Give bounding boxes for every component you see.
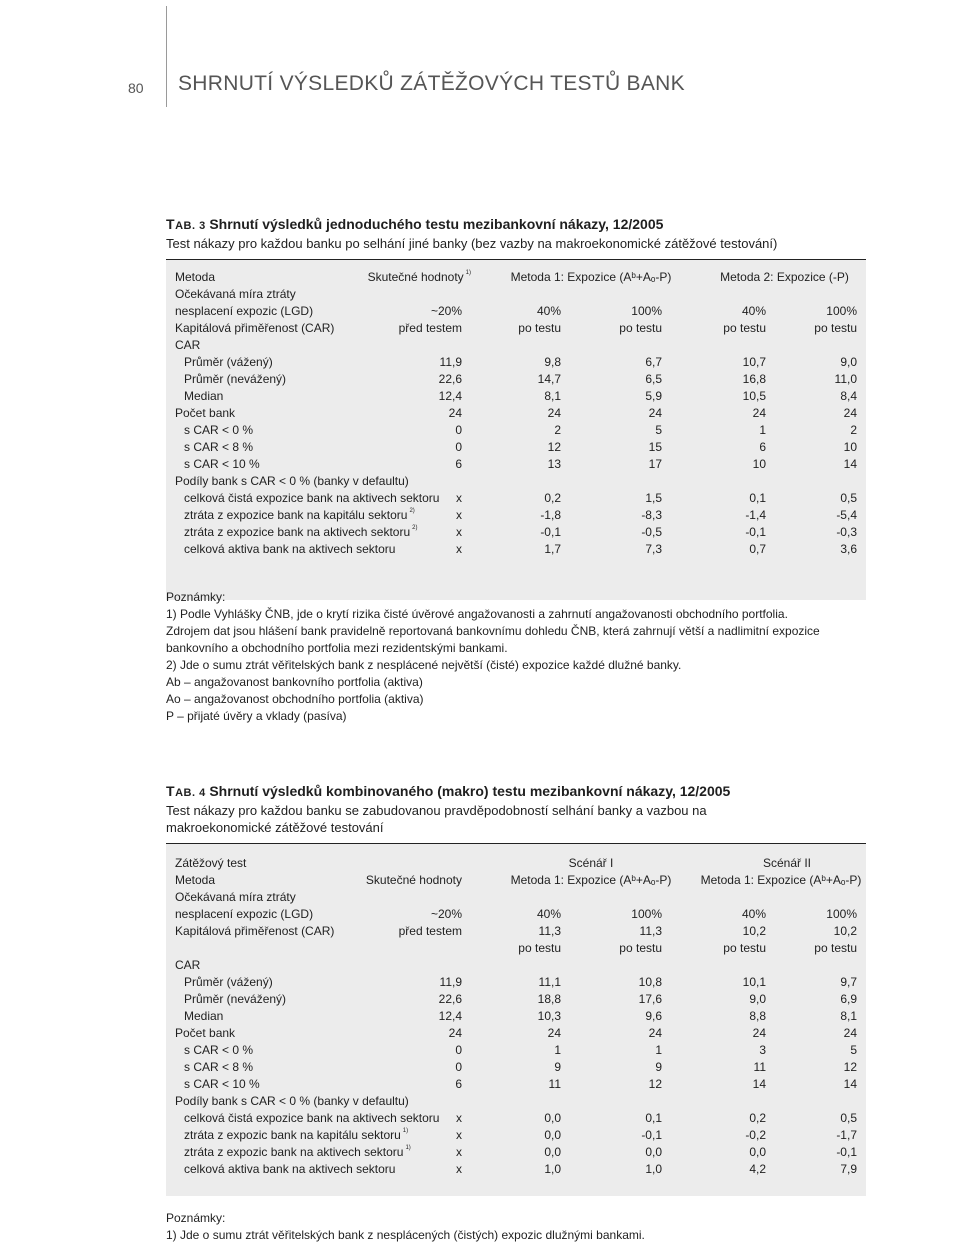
cell-value: 9,7 <box>840 975 857 989</box>
cell-value: x <box>456 491 462 505</box>
cell-value: 10,5 <box>742 389 766 403</box>
table-row <box>166 506 866 523</box>
col-actual-label: Skutečné hodnoty <box>365 873 462 887</box>
tab4-table <box>166 843 866 1196</box>
cell-value: 10,3 <box>537 1009 561 1023</box>
col-actual-label: Skutečné hodnoty $^{1)}$ <box>367 270 471 284</box>
cell-value: 9,6 <box>645 1009 662 1023</box>
tab4-header-row-car <box>166 922 866 939</box>
cell-value: 11,1 <box>538 975 561 989</box>
cell-value: 0,0 <box>645 1145 662 1159</box>
col-method-label: Metoda <box>175 873 216 887</box>
row-label: ztráta z expozic bank na aktivech sektoru $^{1)}$ <box>184 1145 411 1159</box>
row-label: Počet bank <box>175 406 236 420</box>
cell-value: 14 <box>843 1077 857 1091</box>
row-label: Průměr (nevážený) <box>184 372 287 386</box>
lgd-label-2: nesplacení expozic (LGD) <box>175 907 314 921</box>
cell-value: 0 <box>455 423 462 437</box>
cell-value: 0,1 <box>645 1111 662 1125</box>
cell-value: 0,1 <box>749 491 766 505</box>
cell-value: 18,8 <box>537 992 561 1006</box>
tab3-header-row-method <box>166 268 866 285</box>
cell-value: 9,0 <box>749 992 766 1006</box>
tab4-header-row-po-testu <box>166 939 866 956</box>
table-row <box>166 956 866 973</box>
car-state: po testu <box>518 941 561 955</box>
note-line: 1) Podle Vyhlášky ČNB, jde o krytí rizika čisté úvěrové angažovanosti a zahrnutí angažovanosti obchodního portfolia. <box>166 607 788 621</box>
tab4-label: TAB. 4 <box>166 783 206 799</box>
cell-value: 24 <box>547 1026 561 1040</box>
table-row <box>166 472 866 489</box>
table-row <box>166 1143 866 1160</box>
col-method1-label: Metoda 1: Expozice (Aᵇ+Aₒ-P) <box>700 873 862 887</box>
tab4-subtitle-1: Test nákazy pro každou banku se zabudovanou pravděpodobností selhání banky a vazbou na <box>166 803 707 818</box>
lgd-value: 100% <box>631 304 662 318</box>
cell-value: -1,4 <box>745 508 766 522</box>
note-line: bankovního a obchodního portfolia mezi rezidentskými bankami. <box>166 641 508 655</box>
tab3-header-row-lgd2 <box>166 302 866 319</box>
cell-value: 14 <box>752 1077 766 1091</box>
stress-test-label: Zátěžový test <box>175 856 247 870</box>
car-value: 11,3 <box>538 924 561 938</box>
row-label: CAR <box>175 958 201 972</box>
tab3-caption <box>166 216 866 252</box>
table-row <box>166 404 866 421</box>
note-line: Zdrojem dat jsou hlášení bank pravidelně reportovaná bankovnímu dohledu ČNB, která zahrnují větší a nadlimitní expozice <box>166 624 820 638</box>
lgd-value: 40% <box>536 304 561 318</box>
car-state: před testem <box>398 321 462 335</box>
cell-value: 3 <box>759 1043 766 1057</box>
cell-value: 0,5 <box>840 491 857 505</box>
cell-value: 15 <box>648 440 662 454</box>
car-value: 11,3 <box>639 924 662 938</box>
cell-value: -1,8 <box>540 508 561 522</box>
cell-value: 4,2 <box>749 1162 766 1176</box>
cell-value: 11 <box>548 1077 561 1091</box>
cell-value: 22,6 <box>438 372 462 386</box>
row-label: s CAR < 10 % <box>184 1077 260 1091</box>
cell-value: 11,0 <box>834 372 857 386</box>
cell-value: 5 <box>850 1043 857 1057</box>
cell-value: 8,1 <box>840 1009 857 1023</box>
cell-value: 7,3 <box>645 542 662 556</box>
car-state: po testu <box>723 941 766 955</box>
row-label: Median <box>184 1009 224 1023</box>
car-value: 10,2 <box>742 924 766 938</box>
cell-value: 7,9 <box>840 1162 857 1176</box>
cell-value: x <box>456 1162 462 1176</box>
lgd-value: 40% <box>741 907 766 921</box>
cell-value: 2 <box>850 423 857 437</box>
cell-value: 0,0 <box>749 1145 766 1159</box>
car-state: po testu <box>518 321 561 335</box>
cell-value: 0,7 <box>749 542 766 556</box>
lgd-value: 40% <box>741 304 766 318</box>
cell-value: 24 <box>752 406 766 420</box>
cell-value: 0 <box>455 1060 462 1074</box>
cell-value: 24 <box>648 1026 662 1040</box>
tab4-caption <box>166 783 866 836</box>
car-state: po testu <box>619 321 662 335</box>
lgd-value: ~20% <box>430 907 462 921</box>
cell-value: -1,7 <box>836 1128 857 1142</box>
tab3-table <box>166 259 866 600</box>
cell-value: 10,8 <box>638 975 662 989</box>
table-row <box>166 1126 866 1143</box>
cell-value: 8,8 <box>749 1009 766 1023</box>
note-line: 2) Jde o sumu ztrát věřitelských bank z nesplácené největší (čisté) expozice každé dlužné banky. <box>166 658 682 672</box>
cell-value: 0,0 <box>544 1145 561 1159</box>
table-row <box>166 1058 866 1075</box>
table-row <box>166 523 866 540</box>
cell-value: 1 <box>759 423 766 437</box>
cell-value: x <box>456 1128 462 1142</box>
row-label: s CAR < 10 % <box>184 457 260 471</box>
row-label: Podíly bank s CAR < 0 % (banky v defaultu) <box>175 1094 409 1108</box>
row-label: Průměr (vážený) <box>184 975 273 989</box>
note-line: Ao – angažovanost obchodního portfolia (aktiva) <box>166 692 424 706</box>
car-state: po testu <box>723 321 766 335</box>
table-row <box>166 455 866 472</box>
cell-value: 5 <box>655 423 662 437</box>
cell-value: 6 <box>455 457 462 471</box>
note-line: 1) Jde o sumu ztrát věřitelských bank z nesplácených (čistých) expozic dlužnými bankami. <box>166 1228 645 1242</box>
cell-value: 11 <box>753 1060 766 1074</box>
cell-value: 0,0 <box>544 1111 561 1125</box>
row-label: ztráta z expozic bank na kapitálu sektoru $^{1)}$ <box>184 1128 409 1142</box>
car-value: 10,2 <box>833 924 857 938</box>
cell-value: 24 <box>843 406 857 420</box>
row-label: celková aktiva bank na aktivech sektoru <box>184 1162 396 1176</box>
table-row <box>166 1007 866 1024</box>
cell-value: 8,1 <box>544 389 561 403</box>
lgd-value: ~20% <box>430 304 462 318</box>
note-line: Poznámky: <box>166 1211 226 1225</box>
table-row <box>166 387 866 404</box>
cell-value: -8,3 <box>641 508 662 522</box>
row-label: ztráta z expozice bank na kapitálu sektoru $^{2)}$ <box>184 508 415 522</box>
row-label: celková čistá expozice bank na aktivech sektoru <box>184 491 440 505</box>
cell-value: 24 <box>843 1026 857 1040</box>
cell-value: 11,9 <box>439 975 462 989</box>
cell-value: x <box>456 525 462 539</box>
cell-value: x <box>456 1111 462 1125</box>
tab4-title: Shrnutí výsledků kombinovaného (makro) testu mezibankovní nákazy, 12/2005 <box>209 783 731 799</box>
cell-value: 6,7 <box>645 355 662 369</box>
cell-value: 12 <box>648 1077 662 1091</box>
table-row <box>166 438 866 455</box>
table-row <box>166 421 866 438</box>
car-label: Kapitálová přiměřenost (CAR) <box>175 321 335 335</box>
cell-value: 10,1 <box>742 975 766 989</box>
table-row <box>166 489 866 506</box>
tab4-body <box>166 956 866 1177</box>
table-row <box>166 370 866 387</box>
cell-value: 1,0 <box>645 1162 662 1176</box>
car-state: před testem <box>398 924 462 938</box>
cell-value: 24 <box>448 1026 462 1040</box>
tab4-header-row-lgd2 <box>166 905 866 922</box>
table-row <box>166 336 866 353</box>
cell-value: 12,4 <box>438 389 462 403</box>
cell-value: 0 <box>455 1043 462 1057</box>
col-method-label: Metoda <box>175 270 216 284</box>
col-method1-label: Metoda 1: Expozice (Aᵇ+Aₒ-P) <box>510 873 672 887</box>
cell-value: 10 <box>752 457 766 471</box>
table-row <box>166 1160 866 1177</box>
cell-value: 11,9 <box>439 355 462 369</box>
cell-value: 17 <box>648 457 662 471</box>
tab3-notes <box>166 589 866 725</box>
row-label: celková aktiva bank na aktivech sektoru <box>184 542 396 556</box>
cell-value: 6 <box>759 440 766 454</box>
cell-value: 17,6 <box>638 992 662 1006</box>
cell-value: 0,2 <box>749 1111 766 1125</box>
car-label: Kapitálová přiměřenost (CAR) <box>175 924 335 938</box>
row-label: Podíly bank s CAR < 0 % (banky v defaultu) <box>175 474 409 488</box>
tab4-header-row-lgd1 <box>166 888 866 905</box>
cell-value: 0 <box>455 440 462 454</box>
cell-value: 9,8 <box>544 355 561 369</box>
cell-value: 16,8 <box>742 372 766 386</box>
tab4-header-row-method <box>166 871 866 888</box>
row-label: s CAR < 8 % <box>184 440 254 454</box>
lgd-label-1: Očekávaná míra ztráty <box>175 890 296 904</box>
row-label: s CAR < 0 % <box>184 423 254 437</box>
cell-value: 9,0 <box>840 355 857 369</box>
cell-value: 24 <box>648 406 662 420</box>
cell-value: x <box>456 508 462 522</box>
cell-value: x <box>456 1145 462 1159</box>
car-state: po testu <box>814 941 857 955</box>
cell-value: 24 <box>448 406 462 420</box>
cell-value: 10 <box>843 440 857 454</box>
cell-value: 3,6 <box>840 542 857 556</box>
cell-value: 12 <box>843 1060 857 1074</box>
cell-value: -0,5 <box>641 525 662 539</box>
cell-value: 9 <box>554 1060 561 1074</box>
cell-value: 1,5 <box>645 491 662 505</box>
row-label: Počet bank <box>175 1026 236 1040</box>
tab3-header-row-lgd1 <box>166 285 866 302</box>
cell-value: 0,2 <box>544 491 561 505</box>
cell-value: -0,3 <box>836 525 857 539</box>
cell-value: 6,9 <box>840 992 857 1006</box>
scenario-1-label: Scénář I <box>568 856 614 870</box>
cell-value: 24 <box>547 406 561 420</box>
cell-value: 12 <box>547 440 561 454</box>
cell-value: 9 <box>655 1060 662 1074</box>
cell-value: 24 <box>752 1026 766 1040</box>
table-row <box>166 1075 866 1092</box>
cell-value: -0,1 <box>540 525 561 539</box>
cell-value: 13 <box>547 457 561 471</box>
cell-value: 22,6 <box>438 992 462 1006</box>
row-label: s CAR < 0 % <box>184 1043 254 1057</box>
tab3-subtitle: Test nákazy pro každou banku po selhání jiné banky (bez vazby na makroekonomické zátěžové testování) <box>166 236 778 251</box>
car-state: po testu <box>814 321 857 335</box>
tab3-title: Shrnutí výsledků jednoduchého testu mezibankovní nákazy, 12/2005 <box>209 216 664 232</box>
car-state: po testu <box>619 941 662 955</box>
cell-value: -5,4 <box>836 508 857 522</box>
col-method2-label: Metoda 2: Expozice (-P) <box>720 270 849 284</box>
table-row <box>166 1092 866 1109</box>
table-row <box>166 540 866 557</box>
tab4-header-row-scenario <box>166 854 866 871</box>
cell-value: 1 <box>655 1043 662 1057</box>
header-rule <box>166 6 167 107</box>
note-line: P – přijaté úvěry a vklady (pasíva) <box>166 709 347 723</box>
cell-value: 8,4 <box>840 389 857 403</box>
tab4-subtitle-2: makroekonomické zátěžové testování <box>166 820 384 835</box>
cell-value: 1,0 <box>544 1162 561 1176</box>
cell-value: -0,2 <box>745 1128 766 1142</box>
running-title: SHRNUTÍ VÝSLEDKŮ ZÁTĚŽOVÝCH TESTŮ BANK <box>178 72 685 95</box>
cell-value: 0,0 <box>544 1128 561 1142</box>
tab3-header-row-car <box>166 319 866 336</box>
col-method1-label: Metoda 1: Expozice (Aᵇ+Aₒ-P) <box>510 270 672 284</box>
cell-value: x <box>456 542 462 556</box>
note-line: Ab – angažovanost bankovního portfolia (aktiva) <box>166 675 423 689</box>
table-row <box>166 1109 866 1126</box>
tab4-notes <box>166 1210 866 1244</box>
table-row <box>166 353 866 370</box>
cell-value: 1 <box>554 1043 561 1057</box>
table-row <box>166 1024 866 1041</box>
tab3-label: TAB. 3 <box>166 216 206 232</box>
cell-value: 5,9 <box>645 389 662 403</box>
page-number: 80 <box>128 80 144 96</box>
table-row <box>166 973 866 990</box>
cell-value: 2 <box>554 423 561 437</box>
lgd-label-1: Očekávaná míra ztráty <box>175 287 296 301</box>
cell-value: 6 <box>455 1077 462 1091</box>
row-label: s CAR < 8 % <box>184 1060 254 1074</box>
tab3-body <box>166 336 866 557</box>
cell-value: -0,1 <box>641 1128 662 1142</box>
cell-value: 14 <box>843 457 857 471</box>
cell-value: 12,4 <box>438 1009 462 1023</box>
row-label: Průměr (nevážený) <box>184 992 287 1006</box>
lgd-value: 100% <box>826 304 857 318</box>
cell-value: 10,7 <box>742 355 766 369</box>
lgd-label-2: nesplacení expozic (LGD) <box>175 304 314 318</box>
row-label: Průměr (vážený) <box>184 355 273 369</box>
scenario-2-label: Scénář II <box>762 856 812 870</box>
table-row <box>166 990 866 1007</box>
cell-value: -0,1 <box>745 525 766 539</box>
lgd-value: 100% <box>631 907 662 921</box>
cell-value: 14,7 <box>537 372 561 386</box>
table-row <box>166 1041 866 1058</box>
cell-value: 1,7 <box>544 542 561 556</box>
row-label: CAR <box>175 338 201 352</box>
cell-value: 6,5 <box>645 372 662 386</box>
note-line: Poznámky: <box>166 590 226 604</box>
cell-value: 0,5 <box>840 1111 857 1125</box>
cell-value: -0,1 <box>836 1145 857 1159</box>
lgd-value: 40% <box>536 907 561 921</box>
lgd-value: 100% <box>826 907 857 921</box>
row-label: celková čistá expozice bank na aktivech sektoru <box>184 1111 440 1125</box>
row-label: Median <box>184 389 224 403</box>
row-label: ztráta z expozice bank na aktivech sektoru $^{2)}$ <box>184 525 418 539</box>
